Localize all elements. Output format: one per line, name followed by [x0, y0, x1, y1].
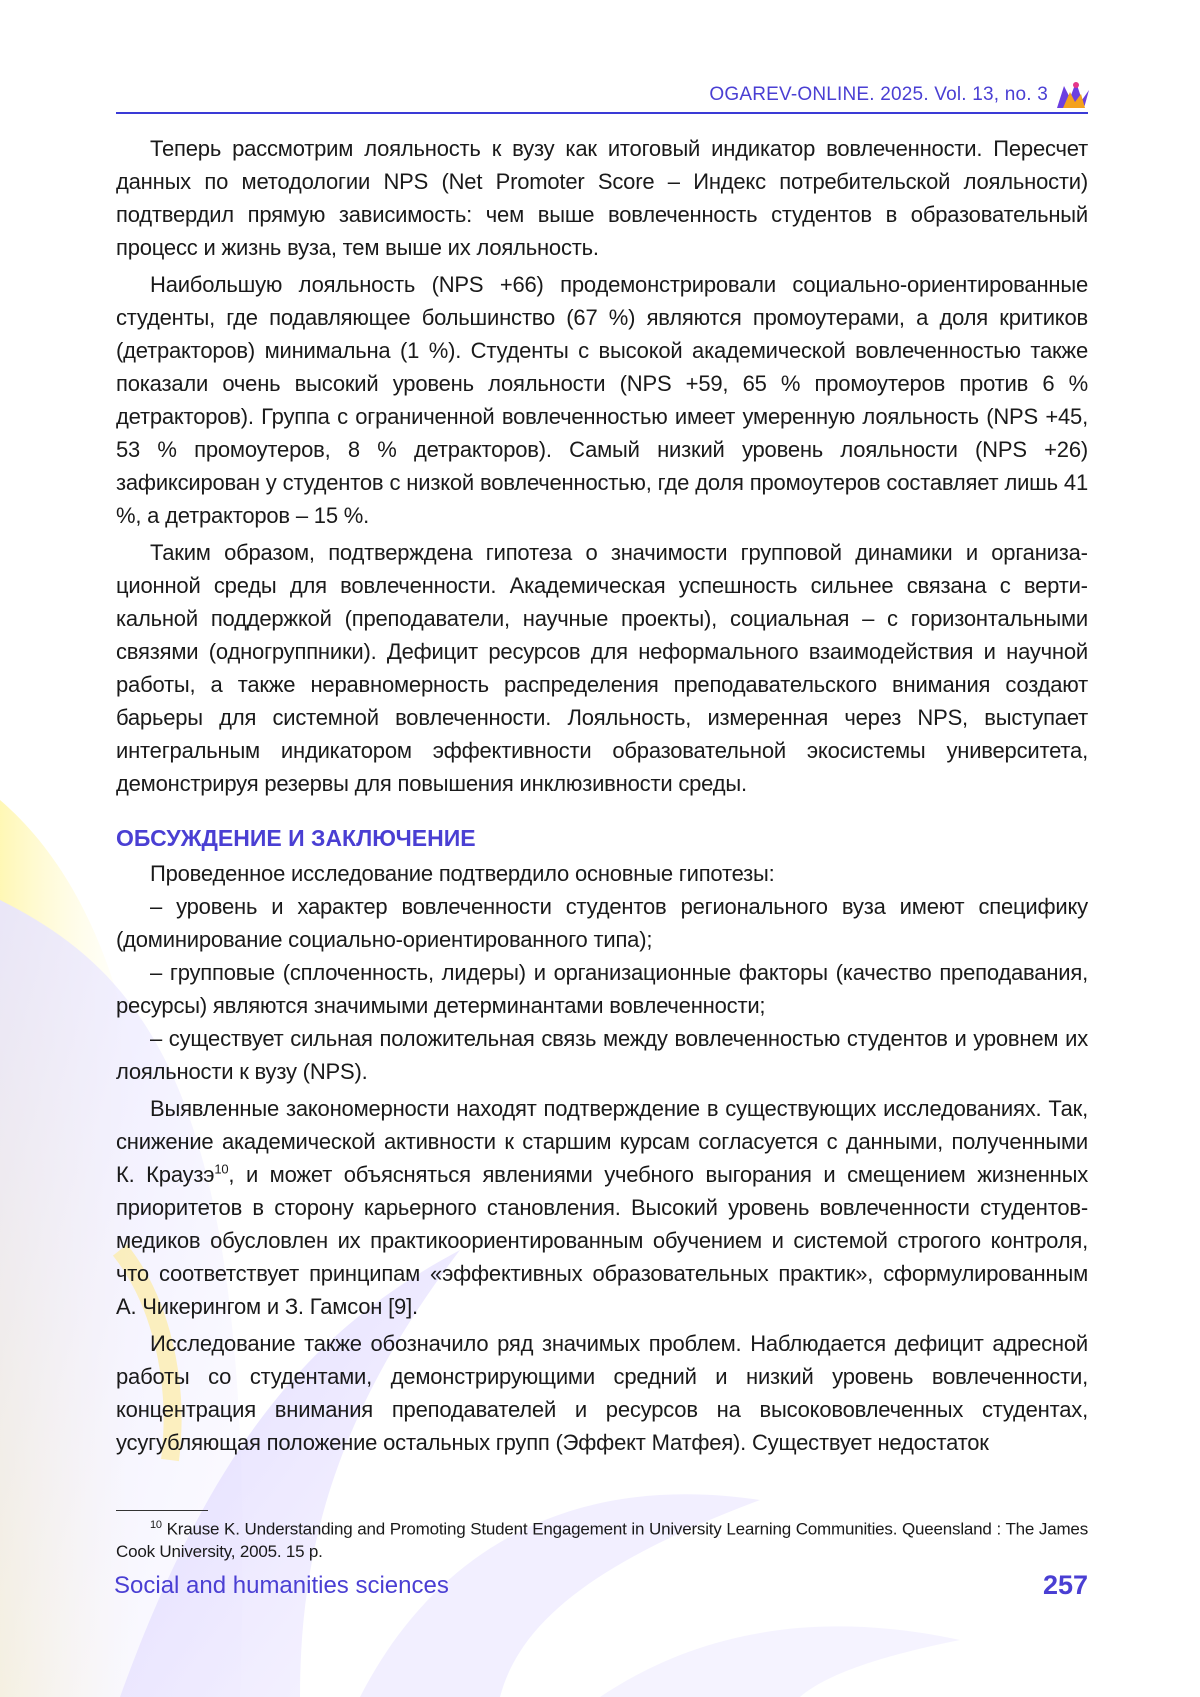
list-item: – групповые (сплоченность, лидеры) и организационные факторы (качество преподавания, ресурсы) являются значимыми детерминантами вовлеченности; — [116, 960, 1088, 1018]
article-body — [116, 132, 1088, 1459]
paragraph: Наибольшую лояльность (NPS +66) продемонстрировали социально-ориентированные студенты, где подавляющее большинство (67 %) являются промоутерами, а доля критиков (детракторов) минимальна (1 %). Студенты с высокой академической вовлеченностью также показали очень высокий уровень лояльности (NPS +59, 65 % промоутеров против 6 % детракторов). Группа с ограниченной вовлеченностью имеет умеренную лояльность (NPS +45, 53 % промоутеров, 8 % детракторов). Самый низкий уровень лояльности (NPS +26) зафиксирован у студентов с низкой вовлеченностью, где доля промоутеров составляет лишь 41 %, а детракторов – 15 %. — [116, 272, 1088, 528]
journal-logo-icon — [1054, 78, 1092, 112]
footnote-number: 10 — [150, 1519, 162, 1531]
footnote-reference[interactable]: 10 — [214, 1161, 229, 1177]
paragraph-text: Выявленные закономерности находят подтверждение в существующих исследованиях. Так, снижение академической активности к старшим курсам согласуется с данными, полученными К. Краузэ — [116, 1096, 1088, 1187]
page-number: 257 — [1042, 1570, 1088, 1600]
page-header — [116, 82, 1088, 114]
paragraph-text: , и может объясняться явлениями учебного выгорания и смещением жизненных приоритетов в сторону карьерного становления. Высокий уровень вовлеченности студентов-медиков обусловлен их практикоориентированным обучением и системой строгого контроля, что соответствует принципам «эффективных образовательных практик», сформулированным А. Чикерингом и З. Гамсон [9]. — [116, 1162, 1089, 1319]
list-item: – уровень и характер вовлеченности студентов регионального вуза имеют специфику (доминирование социально-ориентированного типа); — [116, 894, 1088, 952]
paragraph: Проведенное исследование подтвердило основные гипотезы: — [150, 861, 775, 886]
footnote-text: Krause K. Understanding and Promoting Student Engagement in University Learning Communities. Queensland : The James Cook University, 2005. 15 p. — [116, 1519, 1088, 1561]
journal-title: OGAREV-ONLINE. 2025. Vol. 13, no. 3 — [709, 84, 1048, 105]
footnote — [116, 1514, 1088, 1563]
paragraph — [116, 1092, 1088, 1323]
footer-section-name: Social and humanities sciences — [114, 1572, 449, 1599]
paragraph: Исследование также обозначило ряд значимых проблем. Наблюдается дефицит адресной работы со студентами, демонстрирующими средний и низкий уровень вовлеченности, концентрация внимания преподавателей и ресурсов на высокововлеченных студентах, усугубляющая положение остальных групп (Эффект Матфея). Существует недостаток — [116, 1331, 1088, 1455]
paragraph: Теперь рассмотрим лояльность к вузу как итоговый индикатор вовлеченности. Пересчет данных по методологии NPS (Net Promoter Score – Индекс потребительской лояльности) подтвердил прямую зависимость: чем выше вовлеченность студентов в образовательный процесс и жизнь вуза, тем выше их лояльность. — [116, 136, 1088, 260]
section-heading: ОБСУЖДЕНИЕ И ЗАКЛЮЧЕНИЕ — [116, 825, 476, 851]
list-item: – существует сильная положительная связь между вовлеченностью студентов и уровнем их лояльности к вузу (NPS). — [116, 1026, 1088, 1084]
footnote-separator — [116, 1510, 208, 1511]
paragraph: Таким образом, подтверждена гипотеза о значимости групповой динамики и организационной среды для вовлеченности. Академическая успешность сильнее связана с вертикальной поддержкой (преподаватели, научные проекты), социальная – с горизонтальными связями (одногруппники). Дефицит ресурсов для неформального взаимодействия и научной работы, а также неравномерность распределения преподавательского внимания создают барьеры для системной вовлеченности. Лояльность, измеренная через NPS, выступает интегральным индикатором эффективности образовательной экосистемы университета, демонстрируя резервы для повышения инклюзивности среды. — [116, 540, 1088, 796]
